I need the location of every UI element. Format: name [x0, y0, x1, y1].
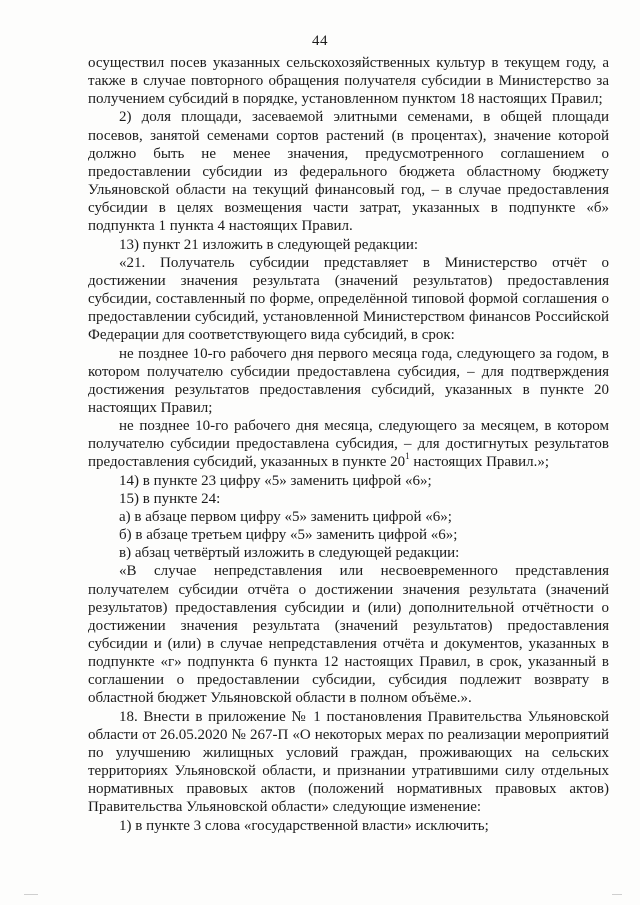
paragraph-p13	[88, 708, 609, 817]
paragraph-p3	[88, 236, 609, 254]
superscript: 1	[405, 451, 410, 462]
paragraph-text: «21. Получатель субсидии представляет в Министерство отчёт о достижении значения результата (значений результатов) предоставления субсидии, составленный по форме, определённой типовой формой соглашения о предоставлении субсидий, установленной Министерством финансов Российской Федерации для соответствующего вида субсидий, в срок:	[88, 254, 609, 344]
paragraph-p4	[88, 254, 609, 345]
paragraph-text: «В случае непредставления или несвоевременного представления получателем субсидии отчёта о достижении значения результата (значений результатов) предоставления субсидии и (или) дополнительной отчётности о достижении значения результата (значений результатов) предоставления субсидии и (или) в случае непредставления отчёта и документов, указанных в подпункте «г» подпункта 6 пункта 12 настоящих Правил, в срок, указанный в соглашении о предоставлении субсидии, субсидия подлежит возврату в областной бюджет Ульяновской области в полном объёме.».	[88, 563, 609, 707]
paragraph-p7	[88, 472, 609, 490]
scan-mark-right	[612, 888, 622, 895]
document-body	[88, 54, 609, 835]
scan-mark-left	[24, 888, 38, 895]
paragraph-text: 1) в пункте 3 слова «государственной власти» исключить;	[119, 817, 489, 834]
paragraph-p14	[88, 817, 609, 835]
paragraph-text: 15) в пункте 24:	[119, 490, 221, 507]
paragraph-p6	[88, 417, 609, 471]
paragraph-text: 14) в пункте 23 цифру «5» заменить цифрой «6»;	[119, 472, 432, 489]
paragraph-text: 13) пункт 21 изложить в следующей редакции:	[119, 236, 419, 253]
paragraph-text: 18. Внести в приложение № 1 постановления Правительства Ульяновской области от 26.05.2020 № 267-П «О некоторых мерах по реализации мероприятий по улучшению жилищных условий граждан, проживающих на сельских территориях Ульяновской области, и признании утратившими силу отдельных нормативных правовых актов (положений нормативных правовых актов) Правительства Ульяновской области» следующие изменение:	[88, 708, 609, 816]
paragraph-p10	[88, 526, 609, 544]
paragraph-p12	[88, 562, 609, 707]
paragraph-text: в) абзац четвёртый изложить в следующей редакции:	[119, 545, 460, 562]
page-number: 44	[312, 33, 328, 49]
paragraph-text: б) в абзаце третьем цифру «5» заменить цифрой «6»;	[119, 527, 458, 544]
paragraph-text: не позднее 10-го рабочего дня месяца, следующего за месяцем, в котором получателю субсидии предоставлена субсидия, – для достигнутых результатов предоставления субсидий, указанных в пункте 20	[88, 418, 609, 471]
paragraph-p5	[88, 345, 609, 418]
paragraph-text: осуществил посев указанных сельскохозяйственных культур в текущем году, а также в случае повторного обращения получателя субсидии в Министерство за получением субсидий в порядке, установленном пунктом 18 настоящих Правил;	[88, 55, 609, 108]
paragraph-tail: настоящих Правил.»;	[409, 454, 550, 471]
paragraph-text: не позднее 10-го рабочего дня первого месяца года, следующего за годом, в котором получателю субсидии предоставлена субсидия, – для подтверждения достижения результатов предоставления субсидий, указанных в пункте 20 настоящих Правил;	[88, 345, 609, 416]
paragraph-p8	[88, 490, 609, 508]
paragraph-p9	[88, 508, 609, 526]
paragraph-p2	[88, 108, 609, 235]
paragraph-text: 2) доля площади, засеваемой элитными семенами, в общей площади посевов, занятой семенами сортов растений (в процентах), значение которой должно быть не менее значения, предусмотренного соглашением о предоставлении субсидии из федерального бюджета областному бюджету Ульяновской области на текущий финансовый год, – в случае предоставления субсидии в целях возмещения части затрат, указанных в подпункте «б» подпункта 1 пункта 4 настоящих Правил.	[88, 109, 609, 235]
paragraph-p1	[88, 54, 609, 108]
paragraph-p11	[88, 544, 609, 562]
paragraph-text: а) в абзаце первом цифру «5» заменить цифрой «6»;	[119, 508, 452, 525]
